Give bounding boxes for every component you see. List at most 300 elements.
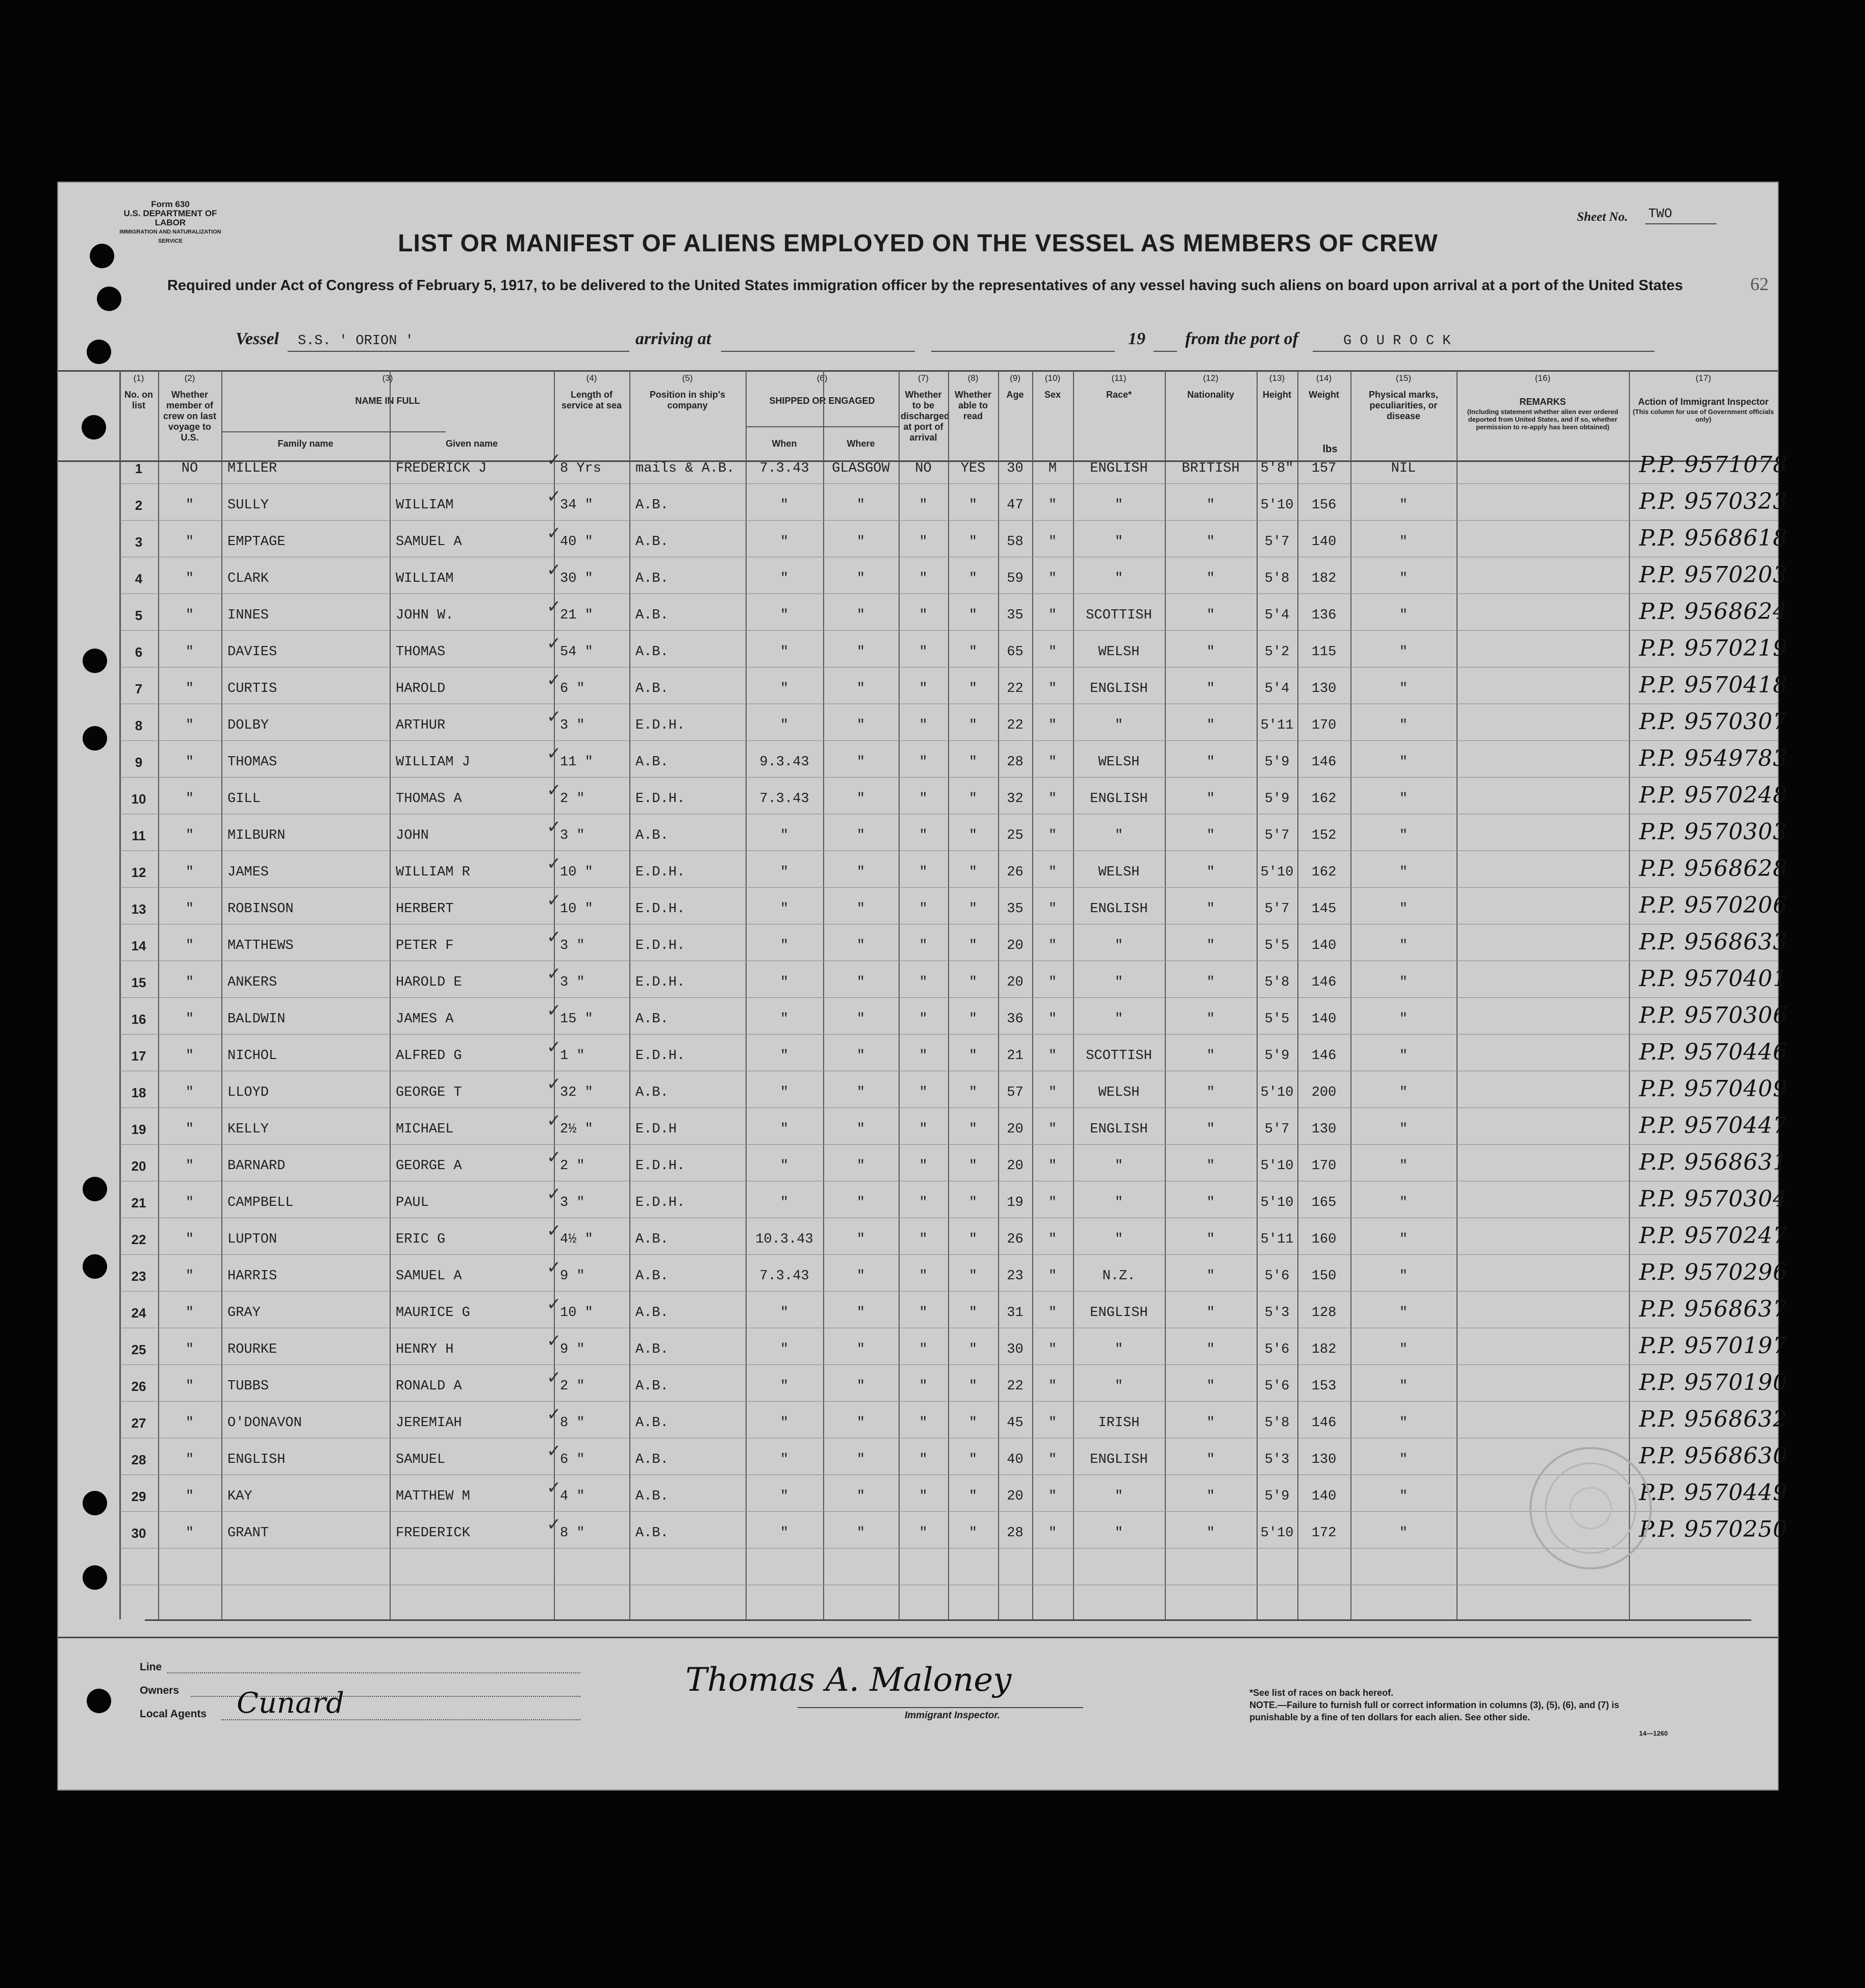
able-to-read-cell: " xyxy=(968,975,978,990)
shipped-when-cell: 7.3.43 xyxy=(759,791,809,807)
tick-mark-icon: ✓ xyxy=(547,817,561,837)
height-cell: 5'11 xyxy=(1260,1232,1294,1247)
table-bottom-rule xyxy=(145,1619,1751,1621)
given-name-cell: WILLIAM xyxy=(396,571,454,586)
given-name-cell: HERBERT xyxy=(396,901,454,917)
race-cell: " xyxy=(1114,1526,1123,1541)
tick-mark-icon: ✓ xyxy=(547,854,561,874)
given-name-cell: THOMAS xyxy=(396,644,446,660)
shipped-when-cell: " xyxy=(780,681,789,696)
year-underline xyxy=(1154,351,1177,352)
family-name-cell: THOMAS xyxy=(227,755,277,770)
column-header: REMARKS xyxy=(1519,397,1566,407)
shipped-when-cell: 7.3.43 xyxy=(759,1269,809,1284)
family-name-cell: ANKERS xyxy=(227,975,277,990)
discharged-cell: " xyxy=(919,718,928,733)
family-name-cell: TUBBS xyxy=(227,1379,269,1394)
service-length-cell: 54 " xyxy=(560,644,593,660)
weight-cell: 182 xyxy=(1311,1342,1337,1357)
shipped-where-cell: " xyxy=(856,571,865,586)
able-to-read-cell: " xyxy=(968,1379,978,1394)
column-divider xyxy=(119,370,121,1619)
nationality-cell: " xyxy=(1206,865,1215,880)
nationality-cell: " xyxy=(1206,755,1215,770)
sex-cell: " xyxy=(1048,1269,1057,1284)
tick-mark-icon: ✓ xyxy=(547,890,561,911)
column-divider xyxy=(1457,370,1458,1619)
position-cell: E.D.H. xyxy=(635,901,685,917)
crew-last-voyage-cell: " xyxy=(185,1452,194,1467)
department-name: U.S. DEPARTMENT OF LABOR xyxy=(123,209,217,227)
tick-mark-icon: ✓ xyxy=(547,633,561,654)
discharged-cell: " xyxy=(919,1526,928,1541)
race-cell: ENGLISH xyxy=(1090,1122,1148,1137)
shipped-when-cell: " xyxy=(780,1489,789,1504)
given-name-cell: ARTHUR xyxy=(396,718,446,733)
shipped-where-cell: " xyxy=(856,1122,865,1137)
given-name-cell: JAMES A xyxy=(396,1012,454,1027)
column-header-note: (Including statement whether alien ever ordered deported from United States, and if so, whether permission to re-apply has been obtained) xyxy=(1467,408,1619,431)
shipped-when-cell: " xyxy=(780,498,789,513)
column-divider xyxy=(1629,370,1630,1619)
able-to-read-cell: " xyxy=(968,1526,978,1541)
corner-page-number: 62 xyxy=(1750,274,1769,294)
weight-cell: 146 xyxy=(1311,1048,1337,1064)
inspector-action-cell: P.P. 9570203 xyxy=(1639,562,1788,588)
physical-marks-cell: " xyxy=(1399,865,1408,880)
inspector-action-cell: P.P. 9570447 xyxy=(1639,1113,1788,1139)
column-header: Height xyxy=(1263,390,1291,400)
row-number: 9 xyxy=(135,755,143,770)
local-agents-handwritten: Cunard xyxy=(237,1687,344,1720)
able-to-read-cell: " xyxy=(968,828,978,843)
family-name-cell: MATTHEWS xyxy=(227,938,294,953)
able-to-read-cell: " xyxy=(968,1122,978,1137)
service-length-cell: 6 " xyxy=(560,1452,585,1467)
given-name-cell: SAMUEL xyxy=(396,1452,446,1467)
able-to-read-cell: " xyxy=(968,608,978,623)
position-cell: E.D.H. xyxy=(635,1158,685,1174)
discharged-cell: " xyxy=(919,1489,928,1504)
weight-cell: 152 xyxy=(1311,828,1337,843)
service-length-cell: 9 " xyxy=(560,1342,585,1357)
shipped-when-cell: " xyxy=(780,1048,789,1064)
height-cell: 5'8 xyxy=(1264,975,1290,990)
age-cell: 58 xyxy=(1007,534,1024,550)
tick-mark-icon: ✓ xyxy=(547,1111,561,1131)
family-name-cell: ROURKE xyxy=(227,1342,277,1357)
height-cell: 5'10 xyxy=(1260,1085,1294,1100)
height-cell: 5'6 xyxy=(1264,1269,1290,1284)
nationality-cell: " xyxy=(1206,644,1215,660)
sex-cell: " xyxy=(1048,608,1057,623)
shipped-when-cell: " xyxy=(780,1342,789,1357)
discharged-cell: " xyxy=(919,938,928,953)
age-cell: 20 xyxy=(1007,1489,1024,1504)
able-to-read-cell: " xyxy=(968,865,978,880)
service-length-cell: 32 " xyxy=(560,1085,593,1100)
race-cell: " xyxy=(1114,718,1123,733)
crew-last-voyage-cell: " xyxy=(185,1415,194,1431)
able-to-read-cell: " xyxy=(968,1415,978,1431)
able-to-read-cell: " xyxy=(968,1085,978,1100)
age-cell: 35 xyxy=(1007,608,1024,623)
weight-cell: 146 xyxy=(1311,755,1337,770)
age-cell: 40 xyxy=(1007,1452,1024,1467)
column-divider xyxy=(629,370,630,1619)
family-name-cell: LLOYD xyxy=(227,1085,269,1100)
line-label: Line xyxy=(140,1661,162,1673)
crew-last-voyage-cell: " xyxy=(185,1379,194,1394)
crew-last-voyage-cell: " xyxy=(185,1489,194,1504)
discharged-cell: " xyxy=(919,755,928,770)
sex-cell: " xyxy=(1048,1489,1057,1504)
shipped-where-cell: " xyxy=(856,1195,865,1210)
shipped-when-cell: " xyxy=(780,1195,789,1210)
shipped-when-cell: " xyxy=(780,828,789,843)
from-port-label: from the port of xyxy=(1185,329,1298,348)
able-to-read-cell: " xyxy=(968,681,978,696)
position-cell: mails & A.B. xyxy=(635,461,735,476)
line-underline xyxy=(167,1672,580,1673)
shipped-where-cell: " xyxy=(856,975,865,990)
nationality-cell: " xyxy=(1206,1195,1215,1210)
row-divider xyxy=(119,777,1778,778)
row-number: 25 xyxy=(131,1342,146,1357)
inspector-action-cell: P.P. 9570401 xyxy=(1639,966,1788,992)
column-number: (6) xyxy=(816,373,828,383)
family-name-cell: KAY xyxy=(227,1489,252,1504)
inspector-action-cell: P.P. 9570219 xyxy=(1639,635,1788,661)
nationality-cell: " xyxy=(1206,1415,1215,1431)
height-cell: 5'5 xyxy=(1264,1012,1290,1027)
shipped-where-cell: " xyxy=(856,498,865,513)
tick-mark-icon: ✓ xyxy=(547,486,561,507)
sex-cell: " xyxy=(1048,571,1057,586)
shipped-where-cell: " xyxy=(856,1452,865,1467)
position-cell: A.B. xyxy=(635,1305,669,1321)
sheet-number-label: Sheet No. xyxy=(1577,210,1628,224)
race-cell: WELSH xyxy=(1098,755,1140,770)
tick-mark-icon: ✓ xyxy=(547,597,561,617)
discharged-cell: " xyxy=(919,1415,928,1431)
service-length-cell: 8 " xyxy=(560,1526,585,1541)
position-cell: A.B. xyxy=(635,828,669,843)
able-to-read-cell: " xyxy=(968,498,978,513)
race-cell: " xyxy=(1114,1342,1123,1357)
shipped-where-cell: " xyxy=(856,1526,865,1541)
column-divider xyxy=(823,370,824,1619)
binder-hole xyxy=(83,1565,107,1590)
sex-cell: " xyxy=(1048,718,1057,733)
manifest-sheet xyxy=(57,182,1788,1791)
service-length-cell: 6 " xyxy=(560,681,585,696)
binder-hole xyxy=(83,649,107,673)
tick-mark-icon: ✓ xyxy=(547,1147,561,1168)
service-length-cell: 3 " xyxy=(560,975,585,990)
able-to-read-cell: " xyxy=(968,1195,978,1210)
race-cell: N.Z. xyxy=(1102,1269,1136,1284)
inspector-action-cell: P.P. 9570206 xyxy=(1639,892,1788,918)
column-subheader: Where xyxy=(847,438,875,449)
race-cell: ENGLISH xyxy=(1090,1452,1148,1467)
height-cell: 5'9 xyxy=(1264,755,1290,770)
nationality-cell: " xyxy=(1206,938,1215,953)
race-cell: " xyxy=(1114,1158,1123,1174)
given-name-cell: JEREMIAH xyxy=(396,1415,462,1431)
column-header: Weight xyxy=(1309,390,1339,400)
crew-last-voyage-cell: " xyxy=(185,1012,194,1027)
nationality-cell: " xyxy=(1206,1158,1215,1174)
row-number: 7 xyxy=(135,681,143,696)
tick-mark-icon: ✓ xyxy=(547,1294,561,1314)
position-cell: A.B. xyxy=(635,1526,669,1541)
year-label: 19 xyxy=(1128,329,1145,348)
discharged-cell: " xyxy=(919,608,928,623)
row-divider xyxy=(119,593,1778,594)
given-name-cell: GEORGE T xyxy=(396,1085,462,1100)
from-port: G O U R O C K xyxy=(1343,333,1451,349)
column-divider xyxy=(1073,370,1074,1619)
column-number: (3) xyxy=(382,373,393,383)
row-number: 29 xyxy=(131,1489,146,1504)
tick-mark-icon: ✓ xyxy=(547,523,561,544)
shipped-where-cell: " xyxy=(856,1158,865,1174)
sex-cell: " xyxy=(1048,791,1057,807)
shipped-where-cell: " xyxy=(856,1012,865,1027)
column-number: (8) xyxy=(967,373,979,383)
height-cell: 5'7 xyxy=(1264,534,1290,550)
sex-cell: " xyxy=(1048,644,1057,660)
row-divider xyxy=(119,1291,1778,1292)
tick-mark-icon: ✓ xyxy=(547,1367,561,1388)
discharged-cell: " xyxy=(919,1379,928,1394)
column-divider xyxy=(1032,370,1033,1619)
sex-cell: " xyxy=(1048,1379,1057,1394)
row-divider xyxy=(119,630,1778,631)
shipped-where-cell: " xyxy=(856,1415,865,1431)
able-to-read-cell: " xyxy=(968,791,978,807)
crew-last-voyage-cell: NO xyxy=(181,461,198,476)
row-divider xyxy=(119,740,1778,741)
weight-cell: 162 xyxy=(1311,865,1337,880)
column-number: (2) xyxy=(184,373,195,383)
physical-marks-cell: " xyxy=(1399,1526,1408,1541)
weight-cell: 140 xyxy=(1311,534,1337,550)
tick-mark-icon: ✓ xyxy=(547,1331,561,1351)
age-cell: 31 xyxy=(1007,1305,1024,1321)
crew-last-voyage-cell: " xyxy=(185,1269,194,1284)
sex-cell: " xyxy=(1048,1158,1057,1174)
inspector-action-cell: P.P. 9568624 xyxy=(1639,599,1788,625)
column-number: (16) xyxy=(1535,373,1551,383)
column-divider xyxy=(1297,370,1298,1619)
race-cell: ENGLISH xyxy=(1090,681,1148,696)
family-name-cell: EMPTAGE xyxy=(227,534,286,550)
inspector-signature: Thomas A. Maloney xyxy=(685,1661,1012,1699)
crew-last-voyage-cell: " xyxy=(185,791,194,807)
physical-marks-cell: " xyxy=(1399,1452,1408,1467)
age-cell: 32 xyxy=(1007,791,1024,807)
able-to-read-cell: " xyxy=(968,1489,978,1504)
tick-mark-icon: ✓ xyxy=(547,1074,561,1094)
row-number: 23 xyxy=(131,1269,146,1284)
weight-cell: 145 xyxy=(1311,901,1337,917)
shipped-where-cell: " xyxy=(856,828,865,843)
sex-cell: " xyxy=(1048,1085,1057,1100)
shipped-when-cell: " xyxy=(780,571,789,586)
able-to-read-cell: " xyxy=(968,1232,978,1247)
physical-marks-cell: " xyxy=(1399,1195,1408,1210)
race-cell: " xyxy=(1114,1195,1123,1210)
sex-cell: " xyxy=(1048,865,1057,880)
sex-cell: " xyxy=(1048,1012,1057,1027)
column-header: Whether able to read xyxy=(955,390,991,421)
height-cell: 5'7 xyxy=(1264,828,1290,843)
nationality-cell: " xyxy=(1206,1122,1215,1137)
row-divider xyxy=(119,483,1778,484)
row-divider xyxy=(119,887,1778,888)
column-number: (10) xyxy=(1044,373,1061,383)
physical-marks-cell: " xyxy=(1399,498,1408,513)
service-length-cell: 8 Yrs xyxy=(560,461,602,476)
family-name-cell: CURTIS xyxy=(227,681,277,696)
position-cell: A.B. xyxy=(635,1415,669,1431)
position-cell: A.B. xyxy=(635,1012,669,1027)
discharged-cell: " xyxy=(919,644,928,660)
inspector-action-cell: P.P. 9549783 xyxy=(1639,745,1788,771)
binder-hole xyxy=(83,1254,107,1279)
tick-mark-icon: ✓ xyxy=(547,964,561,984)
service-length-cell: 9 " xyxy=(560,1269,585,1284)
shipped-when-cell: " xyxy=(780,534,789,550)
sex-cell: " xyxy=(1048,1452,1057,1467)
able-to-read-cell: " xyxy=(968,1048,978,1064)
inspector-action-cell: P.P. 9570190 xyxy=(1639,1370,1788,1396)
weight-cell: 136 xyxy=(1311,608,1337,623)
inspector-action-cell: P.P. 9570247 xyxy=(1639,1223,1788,1249)
weight-cell: 160 xyxy=(1311,1232,1337,1247)
inspector-action-cell: P.P. 9570307 xyxy=(1639,709,1788,735)
inspector-action-cell: P.P. 9570197 xyxy=(1639,1333,1788,1359)
nationality-cell: " xyxy=(1206,828,1215,843)
weight-cell: 130 xyxy=(1311,681,1337,696)
nationality-cell: " xyxy=(1206,1085,1215,1100)
shipped-where-cell: " xyxy=(856,938,865,953)
inspector-action-cell: P.P. 9570296 xyxy=(1639,1259,1788,1285)
physical-marks-cell: NIL xyxy=(1391,461,1416,476)
sex-cell: " xyxy=(1048,1195,1057,1210)
nationality-cell: " xyxy=(1206,534,1215,550)
weight-cell: 165 xyxy=(1311,1195,1337,1210)
height-cell: 5'5 xyxy=(1264,938,1290,953)
given-name-cell: FREDERICK J xyxy=(396,461,487,476)
inspector-action-cell: P.P. 9570409 xyxy=(1639,1076,1788,1102)
discharged-cell: " xyxy=(919,901,928,917)
race-cell: " xyxy=(1114,828,1123,843)
inspector-action-cell: P.P. 9570446 xyxy=(1639,1039,1788,1065)
row-divider xyxy=(119,1254,1778,1255)
row-number: 18 xyxy=(131,1085,146,1100)
service-name: IMMIGRATION AND NATURALIZATION SERVICE xyxy=(119,229,221,244)
crew-last-voyage-cell: " xyxy=(185,901,194,917)
physical-marks-cell: " xyxy=(1399,608,1408,623)
weight-cell: 140 xyxy=(1311,1489,1337,1504)
column-divider xyxy=(1165,370,1166,1619)
inspector-action-cell: P.P. 9571078 xyxy=(1639,452,1788,478)
race-cell: " xyxy=(1114,938,1123,953)
binder-hole xyxy=(87,1689,111,1713)
height-cell: 5'8" xyxy=(1260,461,1294,476)
shipped-when-cell: " xyxy=(780,1085,789,1100)
column-header: Sex xyxy=(1044,390,1061,400)
shipped-when-cell: " xyxy=(780,901,789,917)
age-cell: 19 xyxy=(1007,1195,1024,1210)
nationality-cell: " xyxy=(1206,718,1215,733)
shipped-where-cell: " xyxy=(856,1269,865,1284)
shipped-when-cell: " xyxy=(780,608,789,623)
nationality-cell: " xyxy=(1206,498,1215,513)
physical-marks-cell: " xyxy=(1399,718,1408,733)
shipped-when-cell: " xyxy=(780,1122,789,1137)
column-header: Nationality xyxy=(1187,390,1234,400)
position-cell: A.B. xyxy=(635,681,669,696)
crew-last-voyage-cell: " xyxy=(185,571,194,586)
position-cell: A.B. xyxy=(635,608,669,623)
row-number: 15 xyxy=(131,975,146,990)
race-cell: WELSH xyxy=(1098,865,1140,880)
crew-last-voyage-cell: " xyxy=(185,498,194,513)
age-cell: 30 xyxy=(1007,461,1024,476)
crew-last-voyage-cell: " xyxy=(185,681,194,696)
crew-last-voyage-cell: " xyxy=(185,755,194,770)
family-name-cell: ENGLISH xyxy=(227,1452,286,1467)
service-length-cell: 3 " xyxy=(560,828,585,843)
height-cell: 5'10 xyxy=(1260,1195,1294,1210)
race-cell: IRISH xyxy=(1098,1415,1140,1431)
column-number: (4) xyxy=(586,373,597,383)
discharged-cell: " xyxy=(919,975,928,990)
sex-cell: " xyxy=(1048,1415,1057,1431)
column-header: Whether to be discharged at port of arrival xyxy=(901,390,950,443)
sex-cell: " xyxy=(1048,534,1057,550)
age-cell: 22 xyxy=(1007,681,1024,696)
service-length-cell: 1 " xyxy=(560,1048,585,1064)
physical-marks-cell: " xyxy=(1399,644,1408,660)
weight-cell: 140 xyxy=(1311,1012,1337,1027)
family-name-cell: MILLER xyxy=(227,461,277,476)
column-number: (17) xyxy=(1695,373,1711,383)
physical-marks-cell: " xyxy=(1399,1122,1408,1137)
weight-cell: 140 xyxy=(1311,938,1337,953)
column-divider xyxy=(554,370,555,1619)
age-cell: 22 xyxy=(1007,1379,1024,1394)
print-code: 14—1260 xyxy=(1639,1729,1668,1737)
age-cell: 28 xyxy=(1007,1526,1024,1541)
tick-mark-icon: ✓ xyxy=(547,1184,561,1204)
row-number: 21 xyxy=(131,1195,146,1210)
shipped-when-cell: 10.3.43 xyxy=(755,1232,813,1247)
family-name-cell: CLARK xyxy=(227,571,269,586)
discharged-cell: " xyxy=(919,1048,928,1064)
service-length-cell: 3 " xyxy=(560,718,585,733)
given-name-cell: ALFRED G xyxy=(396,1048,462,1064)
physical-marks-cell: " xyxy=(1399,901,1408,917)
official-seal-stamp xyxy=(1524,1442,1657,1574)
discharged-cell: " xyxy=(919,1452,928,1467)
column-subheader: Given name xyxy=(445,438,498,449)
row-number: 8 xyxy=(135,718,143,733)
